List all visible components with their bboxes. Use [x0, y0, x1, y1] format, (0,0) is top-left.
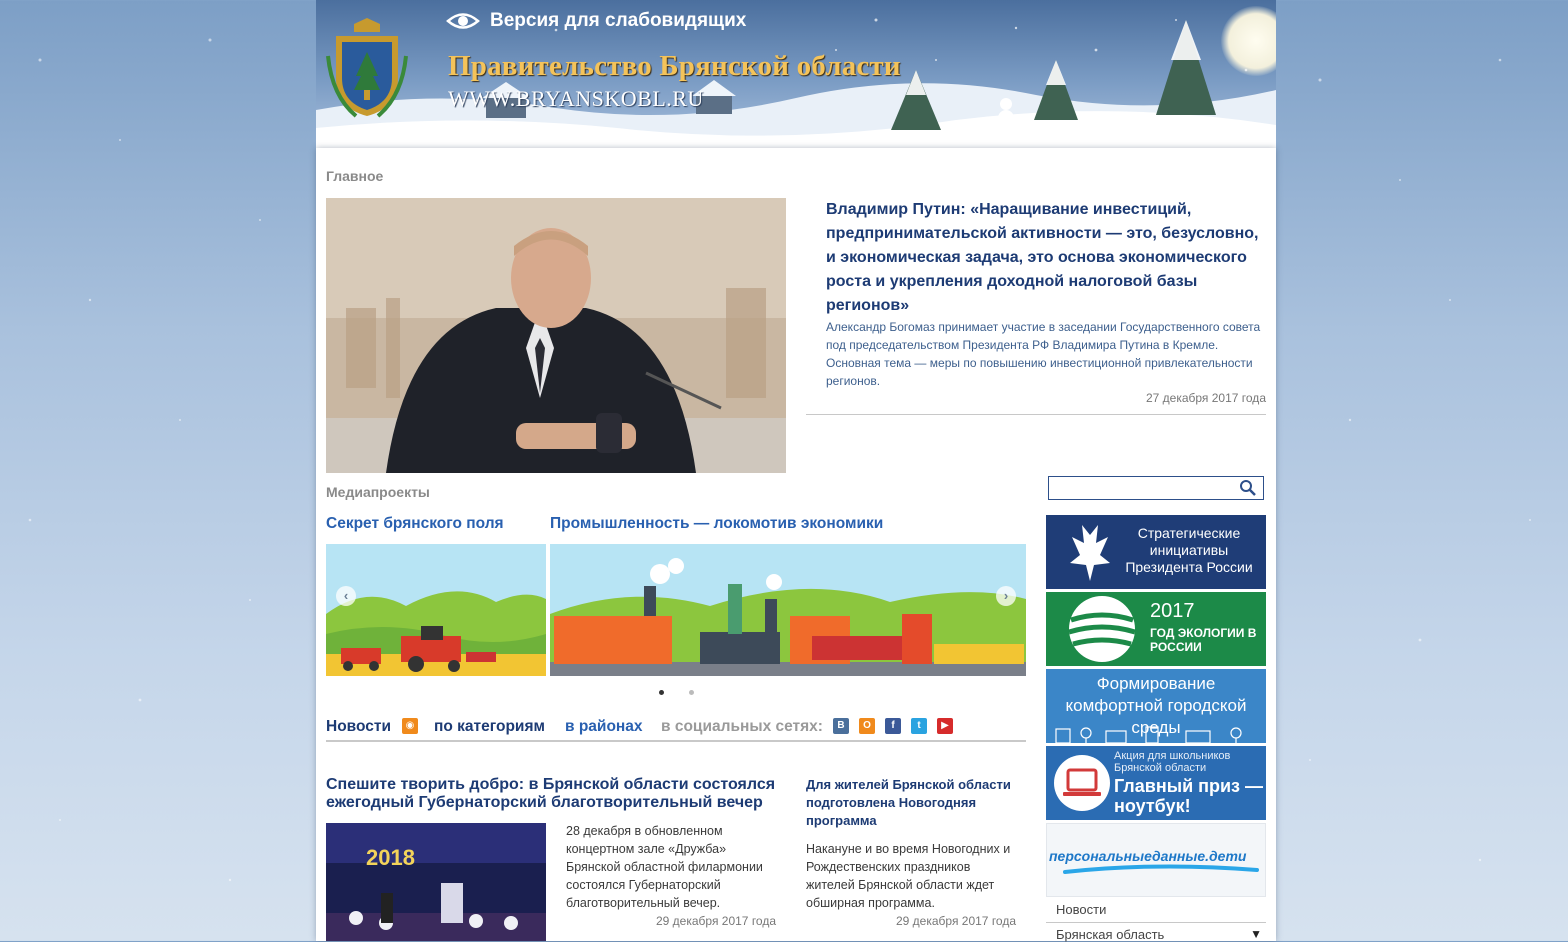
twitter-icon[interactable]: t	[911, 718, 927, 734]
media-slide-industry[interactable]	[550, 544, 1026, 676]
media-slide-field[interactable]	[326, 544, 546, 676]
media-section-label: Медиапроекты	[326, 484, 430, 500]
vk-icon[interactable]: B	[833, 718, 849, 734]
main-news-divider	[806, 414, 1266, 415]
site-title[interactable]: Правительство Брянской области	[448, 50, 901, 82]
banner-5-text: персональныеданные.дети	[1049, 848, 1247, 864]
sidebar-divider	[1046, 922, 1266, 923]
sidebar-item-news-label: Новости	[1056, 902, 1107, 917]
facebook-icon[interactable]: f	[885, 718, 901, 734]
news-tab[interactable]: Новости	[326, 718, 391, 735]
news-1-title[interactable]: Спешите творить добро: в Брянской области состоялся ежегодный Губернаторский благотворительный вечер	[326, 776, 776, 811]
main-news-date: 27 декабря 2017 года	[1145, 391, 1266, 405]
site-url: WWW.BRYANSKOBL.RU	[448, 86, 704, 111]
news-2-text: Накануне и во время Новогодних и Рождественских праздников жителей Брянской области ждет обширная программа.	[806, 842, 1011, 910]
banner-personal-data-children[interactable]	[1046, 823, 1266, 897]
odnoklassniki-icon[interactable]: O	[859, 718, 875, 734]
youtube-icon[interactable]: ▶	[937, 718, 953, 734]
main-section-label: Главное	[326, 168, 384, 184]
main-news-lead: Александр Богомаз принимает участие в заседании Государственного совета под председательством Президента РФ Владимира Путина в Кремле. Основная тема — меры по повышению инвестиционной привлекательности регионов.	[826, 320, 1261, 388]
news-1-photo[interactable]	[326, 823, 546, 941]
banner-4-small: Акция для школьников Брянской области	[1114, 750, 1231, 774]
news-1-date: 29 декабря 2017 года	[656, 914, 777, 928]
sidebar-item-bryansk-region-label: Брянская область	[1056, 927, 1165, 942]
search-icon[interactable]	[1239, 479, 1257, 497]
news-1-text: 28 декабря в обновленном концертном зале «Дружба» Брянской областной филармонии состоялся Губернаторский благотворительный вечер.	[566, 824, 763, 910]
banner-2-text: ГОД ЭКОЛОГИИ В РОССИИ	[1150, 626, 1257, 654]
media-project-2-title[interactable]: Промышленность — локомотив экономики	[550, 515, 884, 532]
coat-of-arms-logo	[326, 16, 408, 120]
banner-ecology-year[interactable]	[1046, 592, 1266, 666]
site-header	[316, 0, 1276, 148]
banner-urban-environment[interactable]	[1046, 669, 1266, 743]
banner-strategic-initiatives[interactable]	[1046, 515, 1266, 589]
slider-dot-active[interactable]	[659, 690, 664, 695]
news-by-category-tab[interactable]: по категориям	[434, 718, 545, 735]
eye-icon	[446, 10, 480, 32]
banner-3-text: Формирование комфортной городской среды	[1065, 674, 1247, 737]
svg-text:2018: 2018	[366, 845, 415, 870]
news-2-date: 29 декабря 2017 года	[896, 914, 1017, 928]
slider-prev-arrow[interactable]: ‹	[336, 586, 356, 606]
banner-4-big: Главный приз — ноутбук!	[1114, 776, 1264, 816]
slider-next-arrow[interactable]: ›	[996, 586, 1016, 606]
accessibility-link-label: Версия для слабовидящих	[490, 10, 747, 31]
sidebar-item-bryansk-region[interactable]	[1046, 927, 1266, 942]
banner-1-text: Стратегические инициативы Президента России	[1125, 525, 1253, 575]
banner-laptop-prize[interactable]	[1046, 746, 1266, 820]
main-news-photo[interactable]	[326, 198, 786, 473]
search-box	[1048, 476, 1264, 500]
accessibility-version-link[interactable]	[446, 10, 746, 32]
search-input[interactable]	[1053, 477, 1235, 499]
news-in-districts-tab[interactable]: в районах	[565, 718, 643, 735]
media-project-1-title[interactable]: Секрет брянского поля	[326, 515, 504, 532]
content-panel	[316, 148, 1276, 941]
dropdown-arrow-icon: ▼	[1250, 927, 1262, 941]
news-2-title[interactable]: Для жителей Брянской области подготовлена Новогодняя программа	[806, 777, 1011, 828]
underline-swoosh	[1047, 862, 1265, 882]
social-networks-label: в социальных сетях:	[661, 718, 823, 735]
banner-2-year: 2017	[1150, 600, 1195, 622]
sidebar-item-news[interactable]	[1046, 902, 1266, 917]
main-news-headline[interactable]: Владимир Путин: «Наращивание инвестиций, предпринимательской активности — это, безусловно, и экономическая задача, это основа экономического роста и укрепления доходной налоговой базы регионов»	[826, 201, 1259, 314]
rss-icon[interactable]: ◉	[402, 718, 418, 734]
slider-dot[interactable]	[689, 690, 694, 695]
city-skyline-icon	[1046, 723, 1266, 743]
